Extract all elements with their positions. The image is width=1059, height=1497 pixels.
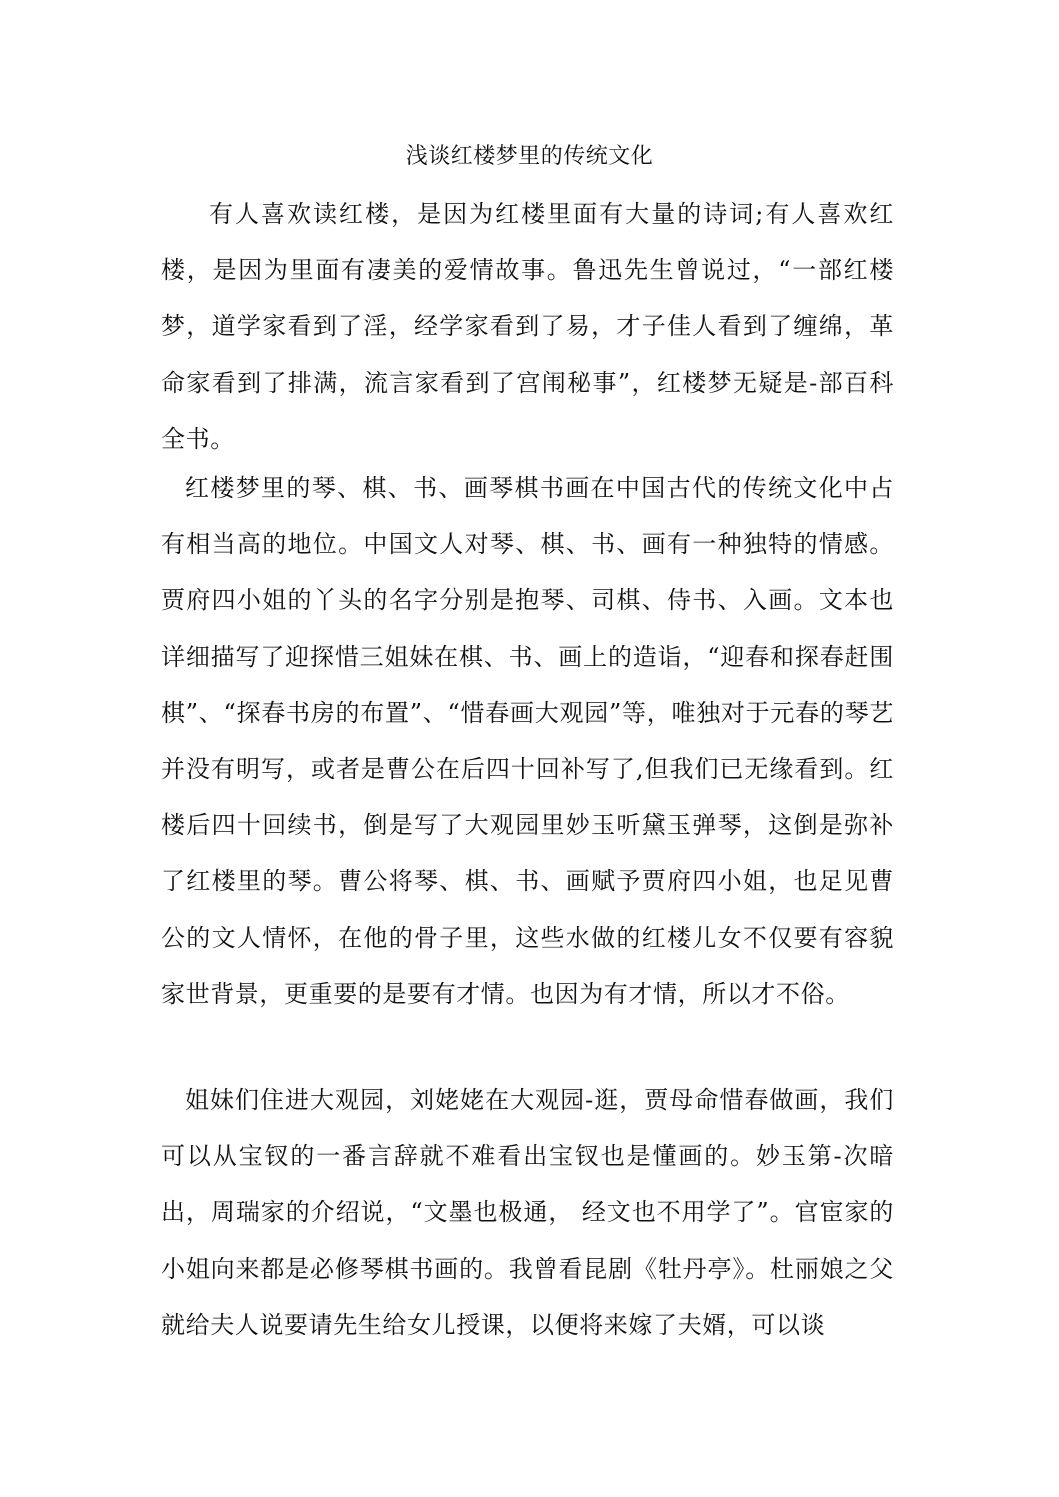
- document-title: 浅谈红楼梦里的传统文化: [405, 144, 654, 169]
- paragraph-2: 红楼梦里的琴、棋、书、画琴棋书画在中国古代的传统文化中占有相当高的地位。中国文人对琴、棋、书、画有一种独特的情感。贾府四小姐的丫头的名字分别是抱琴、司棋、侍书、入画。文本也详细描写了迎探惜三姐妹在棋、书、画上的造诣，“迎春和探春赶围棋”、“探春书房的布置”、“惜春画大观园”等，唯独对于元春的琴艺并没有明写，或者是曹公在后四十回补写了,但我们已无缘看到。红楼后四十回续书，倒是写了大观园里妙玉听黛玉弹琴，这倒是弥补了红楼里的琴。曹公将琴、棋、书、画赋予贾府四小姐，也足见曹公的文人情怀，在他的骨子里，这些水做的红楼儿女不仅要有容貌家世背景，更重要的是要有才情。也因为有才情，所以才不俗。: [161, 474, 894, 1008]
- paragraph-1: 有人喜欢读红楼，是因为红楼里面有大量的诗词;有人喜欢红楼，是因为里面有凄美的爱情故事。鲁迅先生曾说过，“一部红楼梦，道学家看到了淫，经学家看到了易，才子佳人看到了缠绵，革命家看到了排满，流言家看到了宫闱秘事”，红楼梦无疑是-部百科全书。: [161, 200, 894, 453]
- paragraph-3: 姐妹们住进大观园，刘姥姥在大观园-逛，贾母命惜春做画，我们可以从宝钗的一番言辞就不难看出宝钗也是懂画的。妙玉第-次暗出，周瑞家的介绍说，“文墨也极通， 经文也不用学了”。官宦家的小姐向来都是必修琴棋书画的。我曾看昆剧《牡丹亭》。杜丽娘之父就给夫人说要请先生给女儿授课，以便将来嫁了夫婿，可以谈: [161, 1086, 894, 1339]
